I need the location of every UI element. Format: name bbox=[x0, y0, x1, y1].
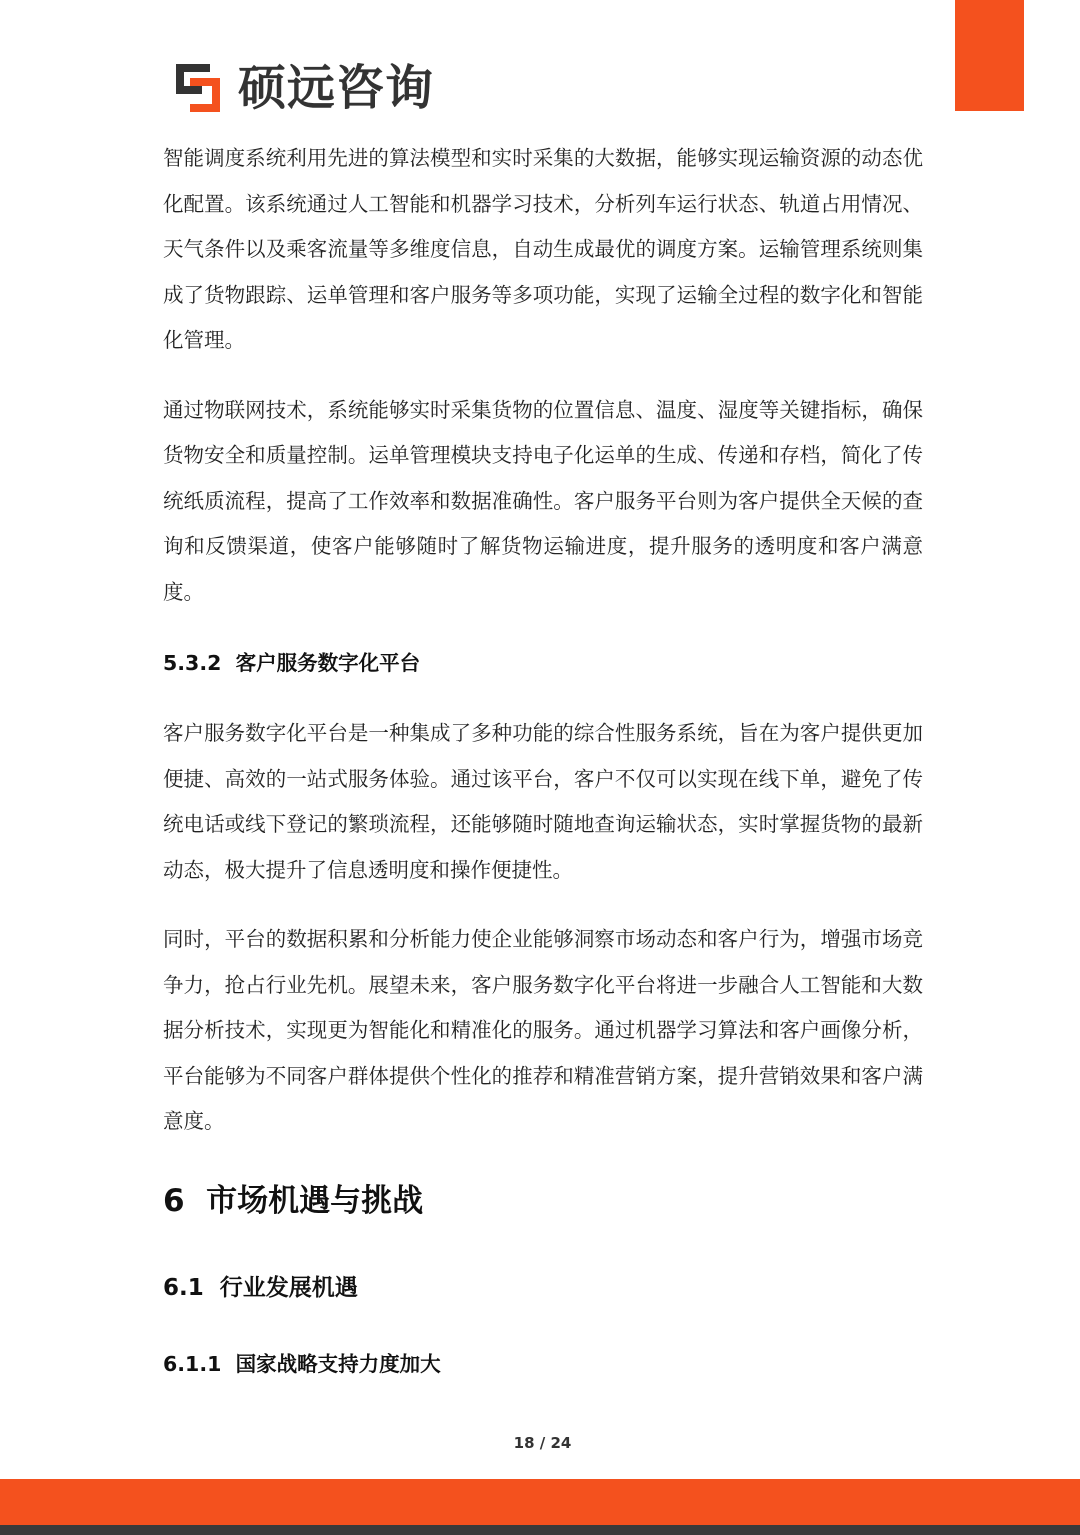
brand-name: 硕远咨询 bbox=[238, 60, 435, 116]
section-heading-6-1 bbox=[163, 1271, 923, 1305]
page-number: 18 / 24 bbox=[513, 1434, 572, 1452]
paragraph-dispatch-system: 智能调度系统利用先进的算法模型和实时采集的大数据，能够实现运输资源的动态优化配置。该系统通过人工智能和机器学习技术，分析列车运行状态、轨道占用情况、天气条件以及乘客流量等多维度信息，自动生成最优的调度方案。运输管理系统则集成了货物跟踪、运单管理和客户服务等多项功能，实现了运输全过程的数字化和智能化管理。 bbox=[163, 146, 923, 352]
section-heading-6-1-text: 6.1 行业发展机遇 bbox=[163, 1275, 358, 1301]
section-heading-6-1-1 bbox=[163, 1349, 923, 1379]
paragraph-iot-tracking: 通过物联网技术，系统能够实时采集货物的位置信息、温度、湿度等关键指标，确保货物安全和质量控制。运单管理模块支持电子化运单的生成、传递和存档，简化了传统纸质流程，提高了工作效率和数据准确性。客户服务平台则为客户提供全天候的查询和反馈渠道，使客户能够随时了解货物运输进度，提升服务的透明度和客户满意度。 bbox=[163, 397, 923, 604]
section-heading-5-3-2 bbox=[163, 648, 923, 678]
section-5-3-2-body bbox=[163, 711, 923, 1145]
footer-dark-strip bbox=[0, 1525, 1080, 1535]
footer-accent-bar bbox=[0, 1479, 1080, 1525]
chapter-heading-6 bbox=[163, 1180, 923, 1222]
brand-logo bbox=[176, 60, 434, 116]
page-body bbox=[163, 136, 923, 615]
paragraph-platform-future: 同时，平台的数据积累和分析能力使企业能够洞察市场动态和客户行为，增强市场竞争力，抢占行业先机。展望未来，客户服务数字化平台将进一步融合人工智能和大数据分析技术，实现更为智能化和精准化的服务。通过机器学习算法和客户画像分析，平台能够为不同客户群体提供个性化的推荐和精准营销方案，提升营销效果和客户满意度。 bbox=[163, 927, 923, 1133]
brand-mark-icon bbox=[176, 64, 228, 112]
chapter-heading-6-text: 6 市场机遇与挑战 bbox=[163, 1183, 424, 1219]
header-accent-block bbox=[955, 0, 1024, 111]
section-heading-5-3-2-text: 5.3.2 客户服务数字化平台 bbox=[163, 651, 421, 675]
section-heading-6-1-1-text: 6.1.1 国家战略支持力度加大 bbox=[163, 1352, 441, 1376]
paragraph-customer-platform: 客户服务数字化平台是一种集成了多种功能的综合性服务系统，旨在为客户提供更加便捷、高效的一站式服务体验。通过该平台，客户不仅可以实现在线下单，避免了传统电话或线下登记的繁琐流程，还能够随时随地查询运输状态，实时掌握货物的最新动态，极大提升了信息透明度和操作便捷性。 bbox=[163, 721, 923, 882]
